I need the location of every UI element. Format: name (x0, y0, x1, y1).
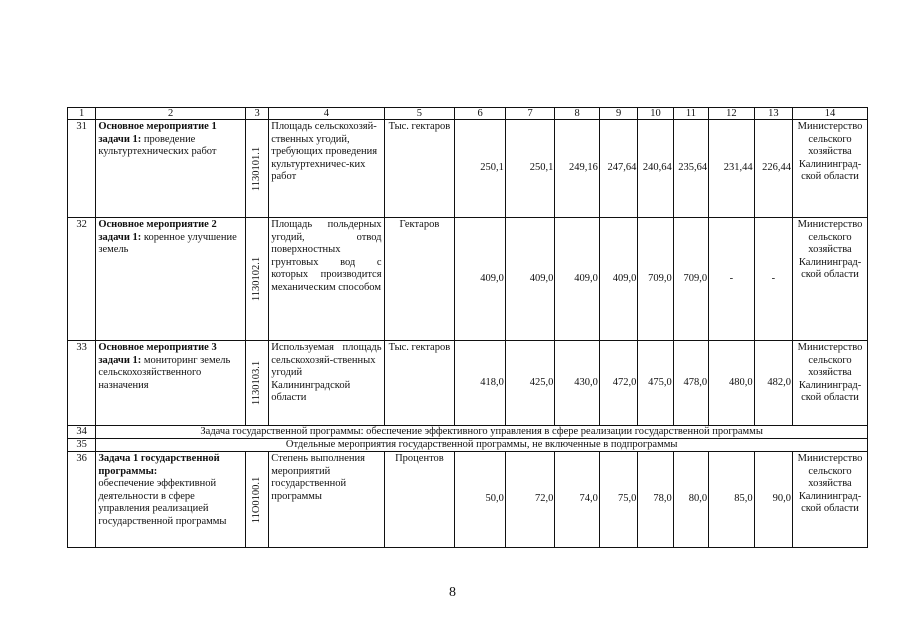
section-row (68, 439, 868, 452)
value-cell: 250,1 (505, 120, 555, 218)
code-cell (245, 452, 268, 548)
unit: Процентов (384, 452, 455, 548)
row-number: 32 (68, 218, 96, 341)
indicators-table (67, 107, 868, 548)
table-row (68, 120, 868, 218)
value-cell: 409,0 (505, 218, 555, 341)
measure-code: 1130101.1 (250, 146, 262, 191)
executor: Министерство сельского хозяйства Калининград-ской области (793, 452, 868, 548)
value-cell: 709,0 (673, 218, 708, 341)
value-cell: 231,44 (709, 120, 755, 218)
row-number: 36 (68, 452, 96, 548)
header-cell: 4 (269, 108, 384, 120)
table-row (68, 218, 868, 341)
value-cell: 418,0 (455, 341, 506, 426)
value-cell: 78,0 (638, 452, 673, 548)
measure-title: Задача 1 государственной программы: (98, 453, 220, 477)
header-cell: 5 (384, 108, 455, 120)
measure-task: задачи 1: (98, 354, 142, 366)
header-cell: 14 (793, 108, 868, 120)
header-cell: 9 (599, 108, 637, 120)
code-cell (245, 341, 268, 426)
value-cell: 425,0 (505, 341, 555, 426)
value-cell: 235,64 (673, 120, 708, 218)
measure-task: задачи 1: (98, 133, 142, 145)
table-row (68, 452, 868, 548)
indicator-name: Площадь сельскохозяй-ственных угодий, требующих проведения культуртехничес-ких работ (269, 120, 384, 218)
header-cell: 8 (555, 108, 600, 120)
section-title: Задача государственной программы: обеспечение эффективного управления в сфере реализации государственной программы (96, 426, 868, 439)
row-number: 33 (68, 341, 96, 426)
header-cell: 12 (709, 108, 755, 120)
executor: Министерство сельского хозяйства Калининград-ской области (793, 218, 868, 341)
value-cell: 709,0 (638, 218, 673, 341)
measure-desc: мониторинг земель сельскохозяйственного назначения (98, 354, 231, 391)
header-row (68, 108, 868, 120)
measure-name (96, 341, 246, 426)
measure-desc: обеспечение эффективной деятельности в сфере управления реализацией государственной программы (98, 478, 227, 527)
value-cell: 475,0 (638, 341, 673, 426)
header-cell: 3 (245, 108, 268, 120)
unit: Тыс. гектаров (384, 120, 455, 218)
value-cell: 72,0 (505, 452, 555, 548)
measure-code: 1130103.1 (250, 360, 262, 406)
measure-name (96, 218, 246, 341)
value-cell: 226,44 (754, 120, 792, 218)
row-number: 31 (68, 120, 96, 218)
value-cell: 480,0 (709, 341, 755, 426)
measure-desc: коренное улучшение земель (98, 231, 237, 255)
table-row (68, 341, 868, 426)
header-cell: 10 (638, 108, 673, 120)
measure-task: задачи 1: (98, 231, 142, 243)
header-cell: 11 (673, 108, 708, 120)
executor: Министерство сельского хозяйства Калининград-ской области (793, 120, 868, 218)
value-cell: 478,0 (673, 341, 708, 426)
header-cell: 2 (96, 108, 246, 120)
value-cell: 250,1 (455, 120, 506, 218)
code-cell (245, 120, 268, 218)
unit: Гектаров (384, 218, 455, 341)
header-cell: 7 (505, 108, 555, 120)
value-cell: - (709, 218, 755, 341)
value-cell: 430,0 (555, 341, 600, 426)
value-cell: 409,0 (599, 218, 637, 341)
section-title: Отдельные мероприятия государственной программы, не включенные в подпрограммы (96, 439, 868, 452)
measure-name (96, 452, 246, 548)
measure-code: 1130102.1 (250, 256, 262, 302)
value-cell: 74,0 (555, 452, 600, 548)
value-cell: 409,0 (555, 218, 600, 341)
measure-title: Основное мероприятие 1 (98, 121, 217, 132)
page-number: 8 (449, 585, 456, 600)
section-row (68, 426, 868, 439)
value-cell: 482,0 (754, 341, 792, 426)
row-number: 35 (68, 439, 96, 452)
indicator-name: Используемая площадь сельскохозяй-ственных угодий Калининградской области (269, 341, 384, 426)
header-cell: 6 (455, 108, 506, 120)
value-cell: 80,0 (673, 452, 708, 548)
code-cell (245, 218, 268, 341)
value-cell: 249,16 (555, 120, 600, 218)
value-cell: 472,0 (599, 341, 637, 426)
value-cell: 75,0 (599, 452, 637, 548)
value-cell: 90,0 (754, 452, 792, 548)
measure-title: Основное мероприятие 2 (98, 219, 217, 230)
unit: Тыс. гектаров (384, 341, 455, 426)
measure-desc: проведение культуртехнических работ (98, 133, 217, 157)
header-cell: 1 (68, 108, 96, 120)
value-cell: 240,64 (638, 120, 673, 218)
value-cell: 50,0 (455, 452, 506, 548)
value-cell: - (754, 218, 792, 341)
value-cell: 247,64 (599, 120, 637, 218)
measure-code: 11O0100.1 (250, 476, 262, 523)
measure-title: Основное мероприятие 3 (98, 342, 217, 353)
row-number: 34 (68, 426, 96, 439)
indicator-name: Площадь польдерных угодий, отвод поверхностных грунтовых вод с которых производится механическим способом (269, 218, 384, 341)
executor: Министерство сельского хозяйства Калининград-ской области (793, 341, 868, 426)
measure-name (96, 120, 246, 218)
indicator-name: Степень выполнения мероприятий государственной программы (269, 452, 384, 548)
header-cell: 13 (754, 108, 792, 120)
value-cell: 409,0 (455, 218, 506, 341)
value-cell: 85,0 (709, 452, 755, 548)
